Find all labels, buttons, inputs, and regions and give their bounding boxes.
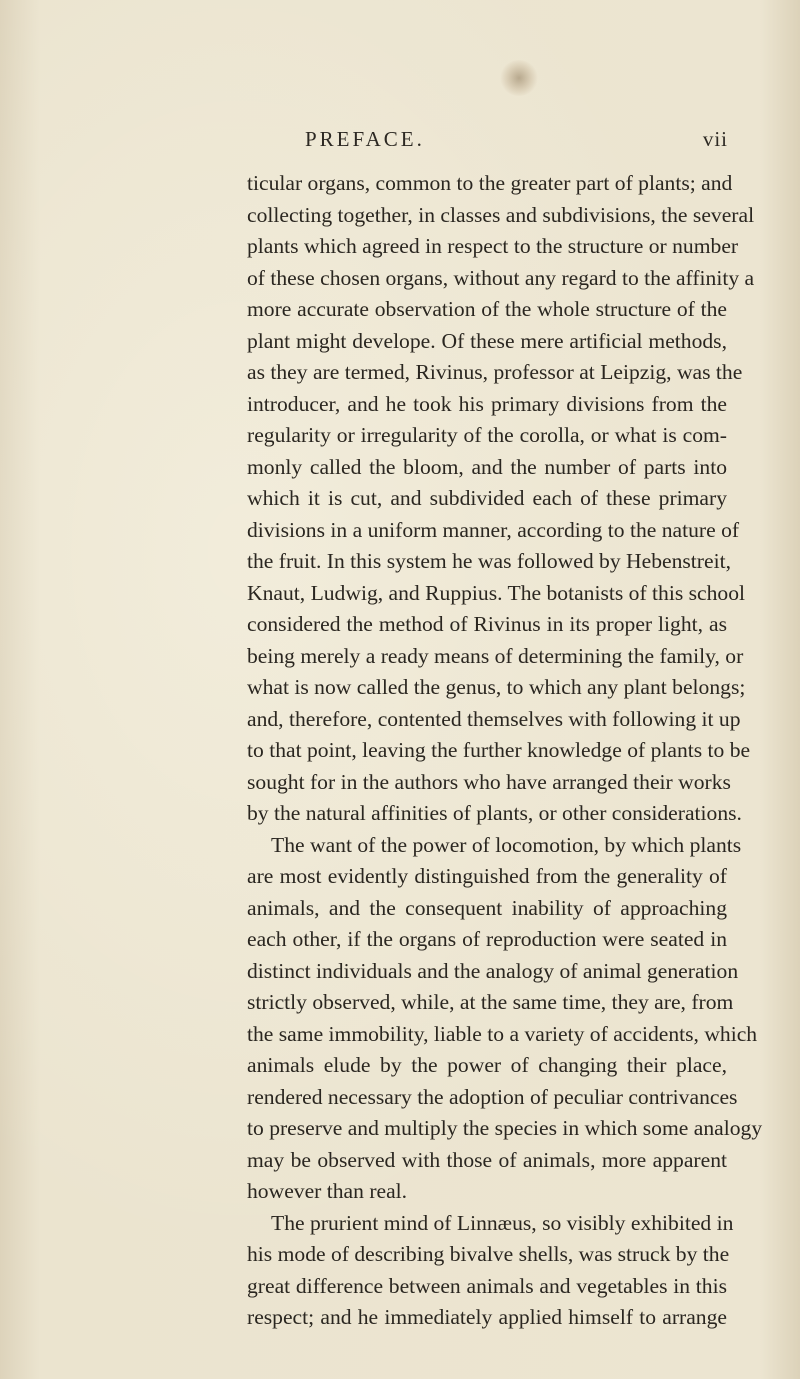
text-line: being merely a ready means of determining the family, or [247, 643, 744, 668]
text-line: introducer, and he took his primary divisions from the [247, 391, 727, 416]
text-line: his mode of describing bivalve shells, was struck by the [247, 1242, 730, 1266]
running-head: PREFACE. [305, 127, 425, 151]
ink-stain [500, 60, 538, 96]
text-line: may be observed with those of animals, more apparent [247, 1147, 727, 1172]
text-line: to preserve and multiply the species in which some analogy [247, 1116, 763, 1140]
text-line: sought for in the authors who have arranged their works [247, 769, 731, 794]
text-line: plant might develope. Of these mere artificial methods, [247, 328, 727, 353]
text-line: distinct individuals and the analogy of animal generation [247, 958, 739, 983]
text-line: the same immobility, liable to a variety of accidents, which [247, 1021, 758, 1046]
paragraph-start-line: The prurient mind of Linnæus, so visibly exhibited in [271, 1210, 734, 1235]
text-line: monly called the bloom, and the number of parts into [247, 454, 727, 479]
text-line: of these chosen organs, without any regard to the affinity a [247, 265, 755, 290]
text-line: more accurate observation of the whole structure of the [247, 297, 727, 321]
text-line: respect; and he immediately applied himself to arrange [247, 1305, 727, 1329]
text-line: rendered necessary the adoption of peculiar contrivances [247, 1084, 738, 1109]
text-line: animals, and the consequent inability of approaching [247, 895, 727, 920]
text-line: what is now called the genus, to which any plant belongs; [247, 675, 746, 699]
text-line: considered the method of Rivinus in its proper light, as [247, 612, 727, 636]
text-line: the fruit. In this system he was followed by Hebenstreit, [247, 549, 731, 573]
text-line: animals elude by the power of changing their place, [247, 1053, 727, 1077]
text-line: ticular organs, common to the greater part of plants; and [247, 171, 733, 195]
text-line: regularity or irregularity of the corolla, or what is com- [247, 423, 727, 447]
text-line: each other, if the organs of reproduction were seated in [247, 927, 727, 951]
text-line: which it is cut, and subdivided each of these primary [247, 486, 727, 510]
paragraph-start-line: The want of the power of locomotion, by which plants [271, 832, 742, 857]
text-line: divisions in a uniform manner, according to the nature of [247, 517, 740, 542]
text-line: as they are termed, Rivinus, professor at Leipzig, was the [247, 360, 743, 384]
text-line: collecting together, in classes and subdivisions, the several [247, 202, 755, 227]
text-line: strictly observed, while, at the same time, they are, from [247, 990, 734, 1014]
paragraph-end-line: by the natural affinities of plants, or other considerations. [247, 801, 742, 825]
page-header [305, 127, 728, 157]
paragraph-end-line: however than real. [247, 1179, 408, 1203]
text-line: great difference between animals and vegetables in this [247, 1273, 727, 1298]
text-line: and, therefore, contented themselves with following it up [247, 706, 741, 731]
text-line: to that point, leaving the further knowledge of plants to be [247, 738, 751, 762]
text-line: are most evidently distinguished from the generality of [247, 864, 727, 888]
text-line: Knaut, Ludwig, and Ruppius. The botanists of this school [247, 580, 746, 605]
text-line: plants which agreed in respect to the structure or number [247, 234, 739, 258]
body-text [247, 168, 763, 1334]
page-number: vii [702, 127, 728, 151]
